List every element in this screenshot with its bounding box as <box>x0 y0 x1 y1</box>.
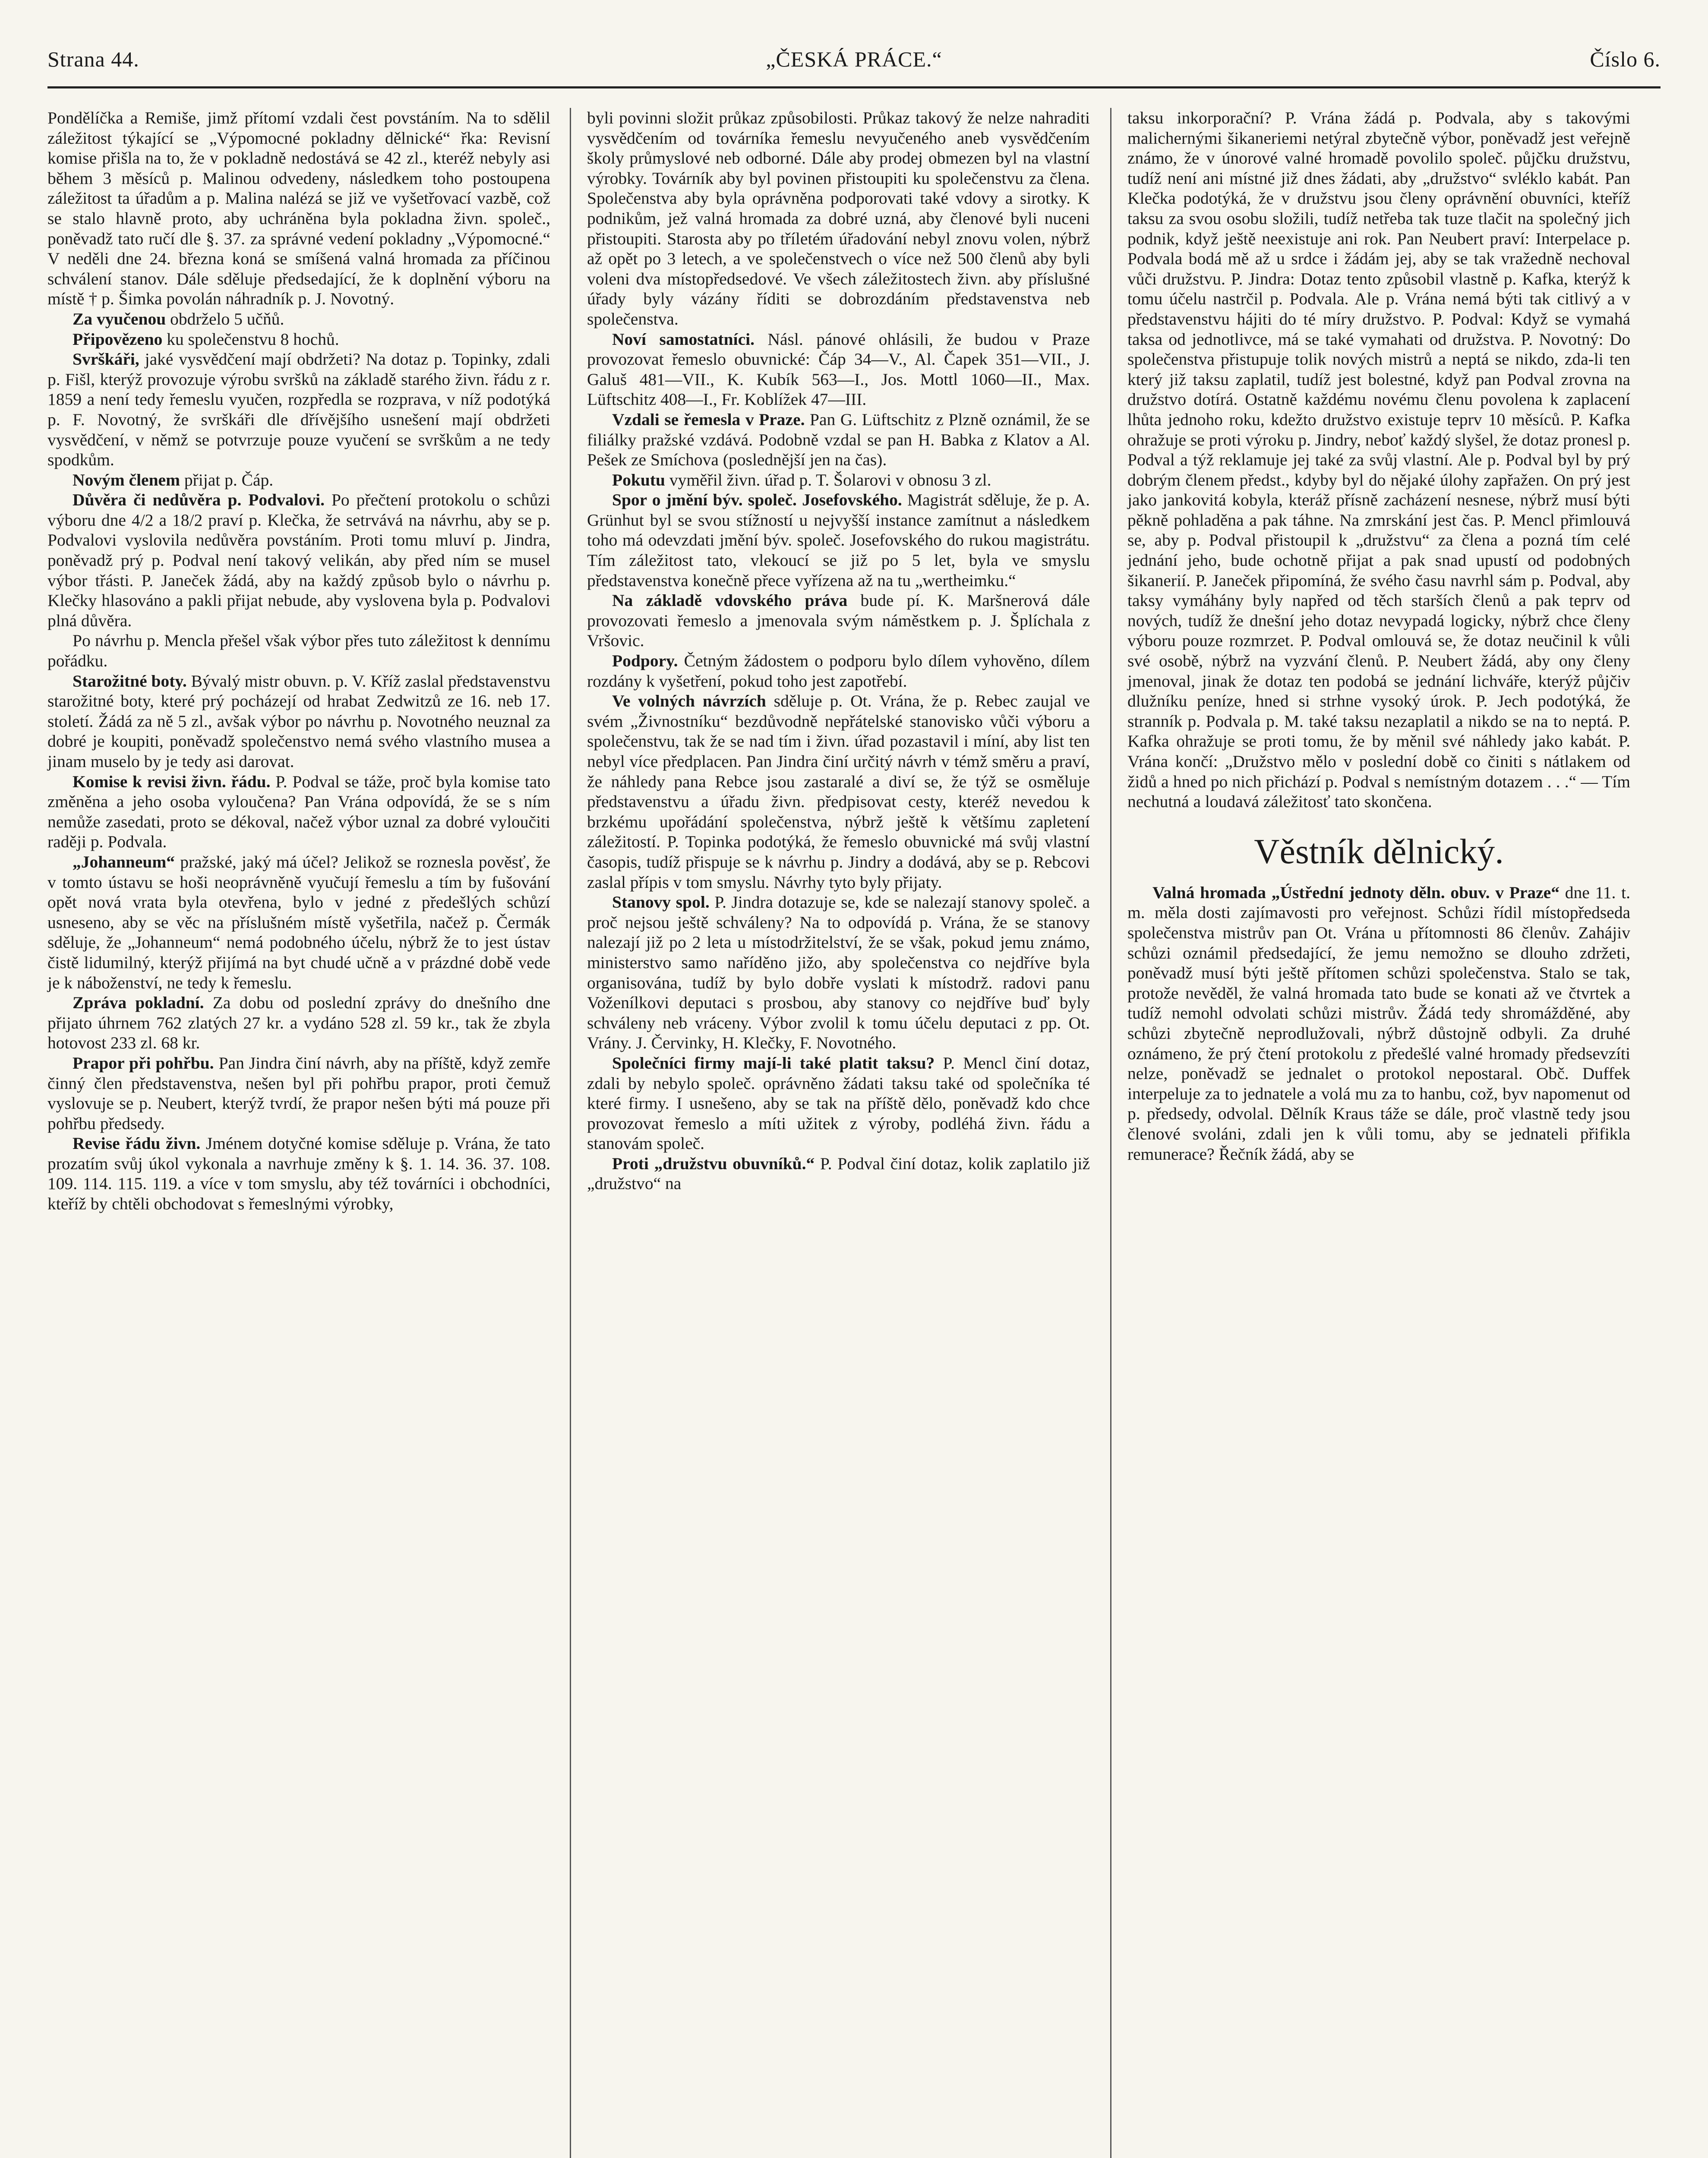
paragraph-heading: Svrškáři, <box>73 350 139 369</box>
paragraph-heading: Připovězeno <box>73 329 163 349</box>
paragraph-heading: Noví samostatníci. <box>612 329 755 349</box>
paragraph-heading: Důvěra či nedůvěra p. Podvalovi. <box>73 490 325 510</box>
paragraph-heading: Na základě vdovského práva <box>612 591 848 610</box>
paragraph-heading: Vzdali se řemesla v Praze. <box>612 410 805 429</box>
issue-number: Číslo 6. <box>1590 47 1661 71</box>
paragraph <box>587 329 1090 410</box>
paragraph <box>587 651 1090 691</box>
paragraph-text: vyměřil živn. úřad p. T. Šolarovi v obnosu 3 zl. <box>665 470 991 489</box>
paragraph-text: Četným žádostem o podporu bylo dílem vyhověno, dílem rozdány k vyšetření, pokud toho jest zapotřebí. <box>587 651 1090 691</box>
paragraph-text: Po přečtení protokolu o schůzi výboru dne 4/2 a 18/2 praví p. Klečka, že setrvává na návrhu, aby se p. Podvalovi vyslovila nedůvěra povstáním. Proti tomu mluví p. Jindra, poněvadž prý p. Podval není takový velikán, aby před ním se musel výbor třásti. P. Janeček žádá, aby na každý způsob bylo o návrhu p. Klečky hlasováno a pakli přijat nebude, aby vyslovena byla p. Podvalovi plná důvěra. <box>47 490 551 630</box>
paragraph <box>587 490 1090 590</box>
paragraph-text: Bývalý mistr obuvn. p. V. Kříž zaslal představenstvu starožitné boty, které prý pocházejí od hrabat Zedwitzů ze 16. neb 17. století. Žádá za ně 5 zl., avšak výbor po návrhu p. Novotného neuznal za dobré je koupiti, poněvadž společenstvo nemá svého vlastního musea a jinam muselo by je tedy asi darovat. <box>47 671 550 771</box>
paragraph-text: přijat p. Čáp. <box>180 470 274 489</box>
column-3 <box>1127 108 1630 1164</box>
paragraph-heading: Ve volných návrzích <box>612 691 766 711</box>
paragraph-text: P. Podval se táže, proč byla komise tato změněna a jeho osoba vyloučena? Pan Vrána odpovídá, že se s ním nemůže zasedati, proto se dékoval, načež výbor uznal za dobré vyloučiti raději p. Podvala. <box>47 772 550 852</box>
paragraph-text: P. Jindra dotazuje se, kde se nalezají stanovy společ. a proč nejsou ještě schváleny? Na to odpovídá p. Vrána, že se stanovy nalezají již po 2 leta u místodržitelství, že se však, pokud jemu známo, ministerstvo samo naříděno jižo, aby společenstva co nejdříve byla organisována, tudíž by bylo dobře vyslati k místodrž. radovi panu Voženílkovi deputaci s prosbou, aby stanovy co nejdříve buď byly schváleny neb vráceny. Výbor zvolil k tomu účelu deputaci z pp. Ot. Vrány. J. Červinky, H. Klečky, F. Novotného. <box>587 893 1090 1053</box>
paragraph <box>587 892 1090 1053</box>
column-divider <box>570 108 571 2158</box>
paragraph <box>47 329 550 350</box>
paragraph-text: sděluje p. Ot. Vrána, že p. Rebec zaujal ve svém „Živnostníku“ bezdůvodně nepřátelské stanovisko vůči výboru a společenstvu, tak že se nad tím i živn. úřad pozastavil i míní, aby list ten nebyl více předplacen. Pan Jindra činí určitý návrh v témž směru a praví, že náhledy pana Rebce jsou zastaralé a diví se, že týž se osměluje představenstvu a úřadu živn. předpisovat cesty, kteréž nevedou k brzkému upořádání společenstva, nýbrž ještě k většímu zapletení záležitostí. P. Topinka podotýká, že řemeslo obuvnické má svůj vlastní časopis, tudíž přispuje se k návrhu p. Jindry a dodává, aby se p. Rebcovi zaslal přípis v tom smyslu. Návrhy tyto byly přijaty. <box>587 691 1090 892</box>
paragraph-text: Pan Jindra činí návrh, aby na příště, když zemře činný člen představenstva, nešen byl při pohřbu prapor, proti čemuž vyslovuje se p. Neubert, kterýž tvrdí, že prapor nešen býti má pouze při pohřbu předsedy. <box>47 1053 550 1133</box>
page-number: Strana 44. <box>47 47 139 71</box>
paragraph <box>47 993 550 1053</box>
paragraph-heading: Spor o jmění býv. společ. Josefovského. <box>612 490 902 510</box>
paragraph: Pondělíčka a Remiše, jimž přítomí vzdali čest povstáním. Na to sdělil záležitost týkající se „Výpomocné pokladny dělnické“ řka: Revisní komise přišla na to, že v pokladně nedostává se 42 zl., kteréž nebyly asi během 3 měsíců p. Malinou odvedeny, následkem toho postoupena záležitost ta úřadům a p. Malina nalézá se již ve vyšetřovací vazbě, což se stalo hlavně proto, aby uchráněna byla pokladna živn. společ., poněvadž tato ručí dle §. 37. za správné vedení pokladny „Výpomocné.“ V neděli dne 24. března koná se smíšená valná hromada za příčinou schválení stanov. Dále sděluje předsedající, že k doplnění výboru na místě † p. Šimka povolán náhradník p. J. Novotný. <box>47 108 550 309</box>
paragraph <box>1127 883 1630 1164</box>
paragraph-text: jaké vysvědčení mají obdržeti? Na dotaz p. Topinky, zdali p. Fišl, kterýž provozuje výrobu svršků na základě starého živn. řádu z r. 1859 a není tedy řemeslu vyučen, rozpředla se rozprava, v níž podotýká p. F. Novotný, že svrškáři dle dřívějšího usnešení mají obdržeti vysvědčení, v němž se potvrzuje pouze vyučení se svrškům a ne tedy spodkům. <box>47 350 550 470</box>
paragraph <box>47 470 550 490</box>
paragraph: Po návrhu p. Mencla přešel však výbor přes tuto záležitost k dennímu pořádku. <box>47 631 550 671</box>
paragraph <box>587 691 1090 892</box>
journal-title: „ČESKÁ PRÁCE.“ <box>766 47 942 71</box>
column-divider <box>1110 108 1111 2158</box>
paragraph: taksu inkorporační? P. Vrána žádá p. Podvala, aby s takovými malichernými šikaneriemi netýral zbytečně výbor, poněvadž jest veřejně známo, že v únorové valné hromadě povolilo společ. půjčku družstvu, tudíž není ani místné již dnes žádati, aby „družstvo“ svléklo kabát. Pan Klečka podotýká, že v družstvu jsou členy oprávnění obuvníci, kteříž taksu za svou osobu složili, tudíž netřeba tak tuze tlačit na společný jich podnik, když ještě neexistuje ani rok. Pan Neubert praví: Interpelace p. Podvala bodá mě až u srdce i žádám jej, aby se tak vražedně nechoval vůči družstvu. P. Jindra: Dotaz tento způsobil vlastně p. Kafka, kterýž k tomu účelu nastrčil p. Podvala. Ale p. Vrána nemá býti tak citlivý a v představenstvu hájiti do té míry družstvo. P. Podval: Když se vymahá taksa od jednotlivce, má se také vymahati od družstva. P. Novotný: Do společenstva přistupuje tolik nových mistrů a neptá se nikdo, zda-li ten který již taksu zaplatil, tudíž jest bolestné, když pan Podval zrovna na družstvo dotírá. Ostatně každému novému členu povolena k zaplacení lhůta jednoho roku, kdežto družstvo existuje teprv 10 měsíců. P. Kafka ohražuje se proti výroku p. Jindry, neboť každý slyšel, že dotaz pronesl p. Podval a týž reklamuje jej také za svůj vlastní. Ale p. Podval byl by prý dobrým členem předst., kdyby byl do nějaké úlohy zapřažen. On prý jest jako jankovitá kobyla, kteráž přísně zacházení nesnese, nýbrž musí býti pěkně pohladěna a pak táhne. Na zmrskání jest čas. P. Mencl přimlouvá se, aby p. Podval přistoupil k „družstvu“ za člena a pozná tím celé jednání jeho, bude ochotně přijat a pak snad upustí od podobných šikanerií. P. Janeček připomíná, že svého času navrhl sám p. Podval, aby taksy vymáhány byly napřed od těch starších členů a pak teprv od nových, tudíž že dnešní jeho dotaz nevypadá logicky, nýbrž chce členy výboru pouze rozmrzet. P. Podval omlouvá se, že dotaz neučinil k vůli své osobě, nýbrž na vyzvání členů. P. Neubert žádá, aby ony členy jmenoval, jinak že dotaz ten podobá se jednání lichváře, kterýž půjčiv dlužníku peníze, hned si strhne vysoký úrok. P. Jech podotýká, že stranník p. Podvala p. M. také taksu nezaplatil a nikdo se na to neptá. P. Kafka ohražuje se proti tomu, že by měnil své náhledy jako kabát. P. Vrána končí: „Družstvo mělo v poslední době co činiti s nátlakem od židů a hned po nich přichází p. Podval s nemístným dotazem . . .“ — Tím nechutná a loudavá záležitosť tato skončena. <box>1127 108 1630 811</box>
paragraph-heading: Komise k revisi živn. řádu. <box>73 772 271 791</box>
paragraph <box>587 1053 1090 1154</box>
paragraph-heading: Prapor při pohřbu. <box>73 1053 214 1073</box>
paragraph-text: pražské, jaký má účel? Jelikož se roznesla pověsť, že v tomto ústavu se hoši neoprávněně vyučují řemeslu a tím by fušování opět nová vrata byla otevřena, bylo v jedné z předešlých schůzí usneseno, aby se věc na příslušném místě vyšetřila, načež p. Čermák sděluje, že „Johanneum“ nemá podobného účelu, nýbrž že to jest ústav čistě lidumilný, kterýž přijímá na byt chudé učně a v prázdné době vede je k náboženství, ne tedy k řemeslu. <box>47 852 550 992</box>
paragraph-text: ku společenstvu 8 hochů. <box>162 329 339 349</box>
paragraph-text: Za dobu od poslední zprávy do dnešního dne přijato úhrnem 762 zlatých 27 kr. a vydáno 528 zl. 59 kr., tak že zbyla hotovost 233 zl. 68 kr. <box>47 993 551 1053</box>
paragraph-heading: Podpory. <box>612 651 678 671</box>
paragraph-heading: Pokutu <box>612 470 665 489</box>
paragraph-text: Násl. pánové ohlásili, že budou v Praze provozovat řemeslo obuvnické: Čáp 34—V., Al. Čapek 351—VII., J. Galuš 481—VII., K. Kubík 563—I., Jos. Mottl 1060—II., Max. Lüftschitz 408—I., Fr. Koblížek 47—III. <box>587 329 1090 409</box>
paragraph <box>587 1154 1090 1194</box>
section-title: Věstník dělnický. <box>1254 831 1504 871</box>
paragraph <box>47 1133 550 1214</box>
paragraph-heading: Starožitné boty. <box>73 671 187 691</box>
paragraph <box>587 470 1090 490</box>
column-2 <box>587 108 1090 1194</box>
paragraph <box>47 490 550 631</box>
paragraph <box>47 671 550 772</box>
paragraph <box>47 852 550 993</box>
paragraph <box>587 590 1090 651</box>
paragraph-heading: Za vyučenou <box>73 309 166 328</box>
paragraph-text: Magistrát sděluje, že p. A. Grünhut byl se svou stížností u nejvyšší instance zamítnut a následkem toho má odevzdati jmění býv. společ. Josefovského do rukou magistrátu. Tím záležitost tato, vlekoucí se již po 5 let, byla ve smyslu představenstva konečně přece vyřízena až na tu „wertheimku.“ <box>587 490 1090 590</box>
paragraph-text: Jménem dotyčné komise sděluje p. Vrána, že tato prozatím svůj úkol vykonala a navrhuje změny k §. 1. 14. 36. 37. 108. 109. 114. 115. 119. a více v tom smyslu, aby též továrníci i obchodníci, kteříž by chtěli obchodovat s řemeslnými výrobky, <box>47 1134 550 1214</box>
paragraph-heading: Zpráva pokladní. <box>73 993 204 1013</box>
paragraph-text: dne 11. t. m. měla dosti zajímavosti pro veřejnost. Schůzi řídil místopředseda společenstva mistrův pan Ot. Vrána u přítomnosti 86 členův. Zahájiv schůzi oznámil předsedající, že jemu nemožno se dlouho zdržeti, poněvadž musí býti ještě přítomen schůzi společenstva. Stalo se tak, protože nevěděl, že valná hromada tato bude se konati až ve čtvrtek a tudíž nemohl odvolati schůzi mistrův. Žádá tedy shromážděné, aby schůzi zbytečně neprodlužovali, nýbrž důstojně odbyli. Za druhé oznámeno, že prý čtení protokolu z předešlé valné hromady předsevzíti nelze, poněvadž se jednalet o protokol nepostaral. Obč. Duffek interpeluje za to jednatele a volá mu za to hanbu, což, byv napomenut od p. předsedy, odvolal. Dělník Kraus táže se dále, proč vlastně tedy jsou členové svoláni, zdali jen k vůli tomu, aby se jednateli přifikla remunerace? Řečník žádá, aby se <box>1127 883 1630 1164</box>
paragraph-text: bude pí. K. Maršnerová dále provozovati řemeslo a jmenovala svým náměstkem p. J. Šplíchala z Vršovic. <box>587 591 1090 650</box>
paragraph-text: P. Mencl činí dotaz, zdali by nebylo společ. oprávněno žádati taksu také od společníka té které firmy. I usnešeno, aby se tak na příště dělo, poněvadž kdo chce provozovat řemeslo a míti užitek z výroby, podléhá živn. řádu a stanovám společ. <box>587 1053 1090 1153</box>
paragraph-text: obdrželo 5 učňů. <box>166 309 284 328</box>
column-1 <box>47 108 550 1214</box>
page-header <box>47 47 1661 85</box>
paragraph-heading: Společníci firmy mají-li také platit taksu? <box>612 1053 935 1073</box>
paragraph-heading: Proti „družstvu obuvníků.“ <box>612 1154 815 1173</box>
paragraph <box>47 309 550 329</box>
paragraph: byli povinni složit průkaz způsobilosti. Průkaz takový že nelze nahraditi vysvědčením od továrníka řemeslu nevyučeného aneb vysvědčením školy průmyslové neb odborné. Dále aby prodej obmezen byl na vlastní výrobky. Továrník aby byl povinen přistoupiti ku společenstvu za člena. Společenstva aby byla oprávněna podporovati také vdovy a sirotky. K podnikům, jež valná hromada za dobré uzná, aby členové byli nuceni přistoupiti. Starosta aby po tříletém úřadování nebyl znovu volen, nýbrž až opět po 3 letech, a ve společenstvech o více než 500 členů aby byli voleni dva místopředsedové. Ve všech záležitostech živn. aby příslušné úřady byly vázány říditi se dobrozdáním představenstva neb společenstva. <box>587 108 1090 328</box>
header-rule <box>47 86 1661 88</box>
paragraph-text: Pan G. Lüftschitz z Plzně oznámil, že se filiálky pražské vzdává. Podobně vzdal se pan H. Babka z Klatov a Al. Pešek ze Smíchova (poslednější jen na čas). <box>587 410 1090 470</box>
paragraph-heading: „Johanneum“ <box>73 852 175 871</box>
paragraph <box>47 349 550 470</box>
paragraph-heading: Stanovy spol. <box>612 893 710 912</box>
paragraph <box>587 410 1090 470</box>
paragraph-text: P. Podval činí dotaz, kolik zaplatilo již „družstvo“ na <box>587 1154 1090 1193</box>
paragraph <box>47 1053 550 1133</box>
paragraph <box>47 772 550 852</box>
paragraph-heading: Revise řádu živn. <box>73 1134 201 1153</box>
paragraph-heading: Novým členem <box>73 470 180 489</box>
paragraph-heading: Valná hromada „Ústřední jednoty děln. obuv. v Praze“ <box>1152 883 1560 902</box>
